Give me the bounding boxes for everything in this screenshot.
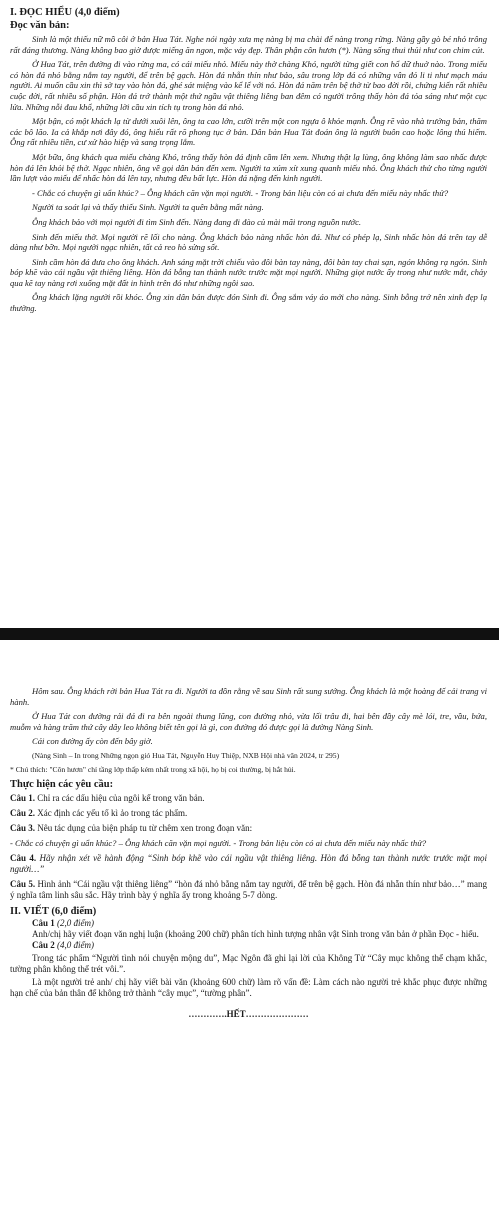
writing-task-2-text-1: Trong tác phẩm “Người tình nói chuyện mộng du”, Mạc Ngôn đã ghi lại lời của Không Tử “Cây mục không thể chạm khắc, tường phân không thể trét vôi.”. [10, 952, 487, 974]
passage-paragraph: Sinh cầm hòn đá đưa cho ông khách. Anh sáng mặt trời chiếu vào đôi bàn tay nàng, đôi bàn tay chai sạn, ngón không rạ ngón. Sinh bóp khẽ vào cái ngầu vật thiêng liêng. Hòn đá bỗng tan thành nước trước mặt mọi người. Những giọt nước ấy trong như nước mắt, chảy qua kẽ tay nàng rơi xuống mặt đất in hình trên đó như những ngôi sao. [10, 256, 487, 288]
task-points: (4,0 điểm) [57, 939, 95, 950]
question-1 [10, 793, 487, 804]
passage-paragraph: Ở Hua Tát, trên đường đi vào rừng ma, có cái miếu nhỏ. Miếu này thờ chàng Khó, người từng giết con hổ dữ thuở nào. Trong miếu có hòn đá nhỏ bằng nắm tay người, để trên bệ gạch. Hòn đá nhẵn thín như bảo, sâu trong lớp đá có những vân đỏ li ti như mạch máu người. Ai muốn cầu xin thì sờ tay vào hòn đá, ghé sát miệng vào kể lể với nó. Hòn đá năm trên bệ thờ từ bao đời rồi, chứng kiến rất nhiều cuộc đời, rất nhiều số phận. Hòn đá trở thành một thứ ngầu vật thiêng liêng ban đêm có người trông thấy hòn đá tỏa sáng như một cục lửa. Những nỗi đau khổ, những lời cầu xin tích tụ trong hòn đá nhỏ. [10, 59, 487, 112]
question-label: Câu 5. [10, 878, 36, 889]
passage-paragraph: Một bận, có một khách lạ từ dưới xuôi lên, ông ta cao lớn, cưỡi trên một con ngựa ô khỏe mạnh. Ông rẽ vào nhà trưởng bản, thăm các bô lão. Ia cả khắp nơi đây đó, ông hiểu rất rõ phong tục ở bản. Dân bản Hua Tát đoán ông là người buôn cao hoặc lông thú hiếm. Ông rất nhiều tiền, cư xử hào hiệp và sang trọng lắm. [10, 116, 487, 148]
question-text: Xác định các yếu tố kì ảo trong tác phẩm. [37, 808, 188, 819]
tasks-title: Thực hiện các yêu cầu: [10, 779, 114, 791]
section-title-reading: I. ĐỌC HIỂU (4,0 điểm) [10, 7, 120, 18]
writing-task-1-header [10, 918, 487, 929]
writing-task-2-text-2: Là một người trẻ anh/ chị hãy viết bài văn (khoảng 600 chữ) làm rõ vấn đề: Làm cách nào người trẻ khắc phục được những hạn chế của bản thân để không trở thành “cây mục”, “tường phân”. [10, 976, 487, 998]
reading-label: Đọc văn bản: [10, 20, 70, 31]
passage-paragraph: Sinh đến miếu thờ. Mọi người rẽ lối cho nàng. Ông khách bảo nàng nhấc hòn đá. Như có phép lạ, Sinh nhấc hòn đá trên tay dễ dàng như bỡn. Mọi người ngạc nhiên, tất cả reo hò sửng sốt. [10, 231, 487, 253]
question-label: Câu 2. [10, 808, 36, 819]
question-3-quote: - Chắc có chuyện gì uẩn khúc? – Ông khách căn vặn mọi người. - Trong bản liệu còn có ai chưa đến miếu này nhấc thử? [10, 838, 427, 849]
question-2 [10, 808, 487, 819]
question-text: Chỉ ra các dấu hiệu của ngôi kể trong văn bản. [37, 793, 205, 804]
writing-task-1-text: Anh/chị hãy viết đoạn văn nghị luận (khoảng 200 chữ) phân tích hình tượng nhân vật Sinh trong văn bản ở phần Đọc - hiểu. [32, 928, 479, 939]
passage-paragraph: Cái con đường ấy còn đến bây giờ. [32, 736, 153, 747]
section-title-writing: II. VIẾT (6,0 điểm) [10, 905, 97, 917]
question-text: Nêu tác dụng của biện pháp tu từ chêm xen trong đoạn văn: [37, 823, 253, 834]
question-3 [10, 823, 487, 834]
passage-paragraph: Ông khách bảo với mọi người đi tìm Sinh đến. Nàng đang đi đào củ mài mãi trong nguồn nước. [32, 216, 362, 227]
question-5 [10, 879, 487, 901]
passage-paragraph: Một bữa, ông khách qua miếu chàng Khó, trông thấy hòn đá định cầm lên xem. Nhưng thật lạ lùng, ông không làm sao nhấc được hòn đá lên khỏi bệ thờ. Ngạc nhiên, ông về gọi dân bản đến xem. Người ta xúm xít xung quanh miếu nhỏ. Ông khách thử cho từng người lần lượt vào miếu để nhấc hòn đá lên tay, nhưng đều bất lực. Hòn đá nặng đến kinh người. [10, 151, 487, 184]
question-label: Câu 3. [10, 823, 36, 834]
task-points: (2,0 điểm) [57, 917, 95, 928]
question-label: Câu 4. [10, 852, 37, 863]
end-mark: ………….HẾT………………… [188, 1008, 309, 1019]
question-4 [10, 853, 487, 875]
writing-task-2-header [10, 940, 487, 951]
task-label: Câu 1 [32, 917, 55, 928]
task-label: Câu 2 [32, 939, 55, 950]
question-text: Hãy nhận xét về hành động “Sinh bóp khẽ vào cái ngầu vật thiêng liêng. Hòn đá bỗng tan thành nước trước mặt mọi người…” [10, 852, 487, 874]
question-text: Hình ảnh “Cái ngầu vật thiêng liêng” “hòn đá nhỏ bằng nắm tay người, để trên bệ gạch. Hòn đá nhẵn thín như bảo…” mang ý nghĩa tâm linh sâu sắc. Hãy trình bày ý nghĩa ấy trong khoảng 5-7 dòng. [10, 878, 487, 900]
page-separator [0, 628, 499, 640]
footnote: * Chú thích: "Côn hươn" chỉ tầng lớp thấp kém nhất trong xã hội, họ bị coi thường, bị hắt hủi. [10, 764, 296, 774]
passage-paragraph: - Chắc có chuyện gì uẩn khúc? – Ông khách căn vặn mọi người. - Trong bản liệu còn có ai chưa đến miếu này nhấc thử? [32, 187, 449, 198]
source-citation: (Nàng Sinh – In trong Những ngọn gió Hua Tát, Nguyễn Huy Thiệp, NXB Hội nhà văn 2024, tr 295) [32, 750, 340, 760]
passage-paragraph: Hôm sau. Ông khách rời bản Hua Tát ra đi. Người ta đồn rằng về sau Sinh rất sung sướng. Ông khách là một hoàng đế cải trang vi hành. [10, 686, 487, 707]
question-label: Câu 1. [10, 793, 36, 804]
passage-paragraph: Người ta soát lại và thấy thiếu Sinh. Người ta quên bằng mất nàng. [32, 202, 264, 213]
passage-paragraph: Sinh là một thiếu nữ mồ côi ở bản Hua Tát. Nghe nói ngày xưa mẹ nàng bị ma chài để nàng trong rừng. Nàng gầy gò bé nhỏ trông rất đáng thương. Nàng không bao giờ được miếng ăn ngon, mặc váy đẹp. Thân phận côn hươn (*). Nàng sống thui thủi như con chim cút. [10, 34, 487, 55]
exam-page-2 [0, 640, 499, 1215]
passage-paragraph: Ở Hua Tát con đường rải đá đi ra bên ngoài thung lũng, con đường nhỏ, vừa lối trâu đi, hai bên đầy cây mè lói, tre, vầu, bứa, muỗm và hàng trăm thứ cây dây leo không biết tên gọi là gì, con đường đó được gọi là đường Nàng Sinh. [10, 711, 487, 732]
passage-paragraph: Ông khách lặng người rồi khóc. Ông xin dân bản được đón Sinh đi. Ông sắm váy áo mới cho nàng. Sinh bỗng trở nên xinh đẹp lạ thường. [10, 292, 487, 314]
